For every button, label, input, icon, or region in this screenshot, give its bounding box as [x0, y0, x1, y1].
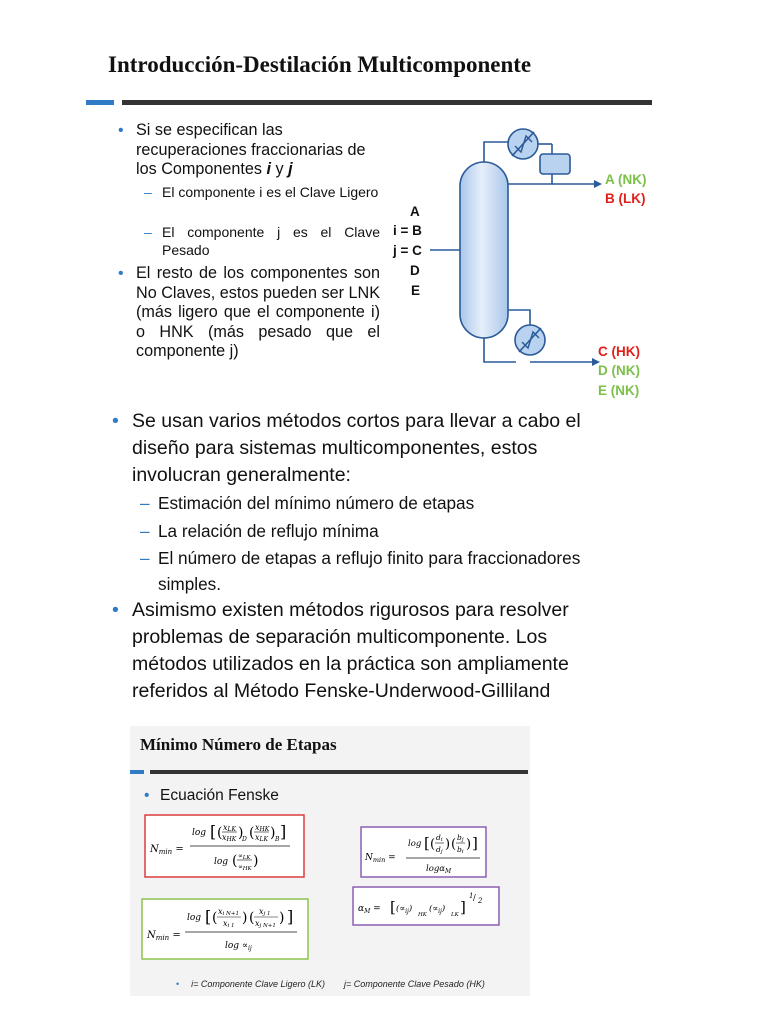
mean-relative-volatility-equation	[352, 886, 500, 926]
reflux-drum	[540, 154, 570, 174]
dash-icon: –	[140, 521, 150, 541]
vapor-line	[484, 142, 508, 162]
svg-text:(: (	[430, 837, 436, 852]
svg-text:xj N+1: xj N+1	[255, 919, 276, 929]
intro-sub-2: – El componente j es el Clave Pesado	[144, 224, 380, 258]
svg-text:[: [	[424, 834, 430, 852]
svg-text:]: ]	[280, 822, 287, 841]
svg-text:[: [	[390, 898, 396, 916]
column-vessel	[460, 162, 508, 338]
svg-text:(: (	[451, 837, 457, 852]
feed-label-c: j = C	[393, 243, 422, 258]
svg-text:bi: bi	[457, 845, 464, 855]
svg-text:Nmin =: $N_{min}$ =	[150, 844, 184, 856]
fenske-equation-recovery	[360, 826, 487, 878]
svg-text:log: log	[214, 857, 229, 867]
bullet-icon: •	[176, 979, 180, 989]
reflux-line	[508, 174, 552, 184]
feed-label-e: E	[411, 283, 421, 298]
dash-icon: –	[140, 493, 150, 513]
svg-text:HK: HK	[418, 912, 427, 918]
bottom-product-d: D (NK)	[598, 363, 640, 378]
svg-text:]: ]	[472, 834, 478, 852]
svg-text:bj: bj	[457, 833, 464, 843]
footnote-light-key: • i= Componente Clave Ligero (LK)	[176, 979, 325, 989]
svg-text:log: log	[192, 828, 207, 838]
bottoms-line	[484, 338, 516, 362]
svg-text:(: (	[212, 910, 218, 926]
svg-text:di: di	[436, 833, 443, 843]
footnote-heavy-key: j= Componente Clave Pesado (HK)	[344, 979, 485, 989]
svg-text:(: (	[249, 825, 255, 841]
svg-text:log: log	[187, 913, 202, 923]
svg-text:xLK: xLK	[223, 823, 236, 833]
svg-text:(: (	[232, 853, 238, 869]
bullet-icon: •	[112, 599, 119, 621]
methods-sub-2: – La relación de reflujo mínima	[158, 518, 628, 544]
svg-text:xLK: xLK	[255, 833, 268, 843]
svg-text:∝HK: ∝HK	[238, 863, 252, 872]
svg-text:[: [	[205, 907, 212, 926]
methods-bullet-2: • Asimismo existen métodos rigurosos para resolver problemas de separación multicomponente. Los métodos utilizados en la práctica son ampliamente referidos al Método Fenske-Underwood-Gilliland	[112, 599, 569, 702]
title-rule	[122, 100, 652, 105]
svg-text:∝LK: ∝LK	[238, 852, 251, 861]
bullet-icon: •	[118, 265, 124, 282]
svg-text:[: [	[210, 822, 217, 841]
svg-text:log ∝ij: $\log \propto_{ij}$	[225, 941, 252, 952]
intro-sub-1: – El componente i es el Clave Ligero	[144, 184, 379, 200]
svg-text:Nmin =: $N_{min}$ =	[365, 853, 396, 864]
top-product-a: A (NK)	[605, 172, 647, 187]
svg-text:1: 1	[469, 892, 474, 900]
dash-icon: –	[140, 548, 150, 568]
svg-text:B: B	[275, 836, 280, 843]
feed-label-d: D	[410, 263, 420, 278]
intro-bullet-1: • Si se especifican las recuperaciones fraccionarias de los Componentes i y j	[118, 121, 366, 178]
reboil-line	[508, 310, 530, 325]
top-product-b: B (LK)	[605, 191, 646, 206]
bullet-icon: •	[112, 410, 119, 432]
svg-text:xHK: xHK	[255, 823, 270, 833]
bottom-product-e: E (NK)	[598, 383, 640, 398]
svg-text:): )	[242, 910, 248, 926]
svg-text:): )	[445, 837, 451, 852]
svg-text:xi 1: xi 1	[223, 919, 235, 929]
svg-text:): )	[279, 910, 285, 926]
svg-text:): )	[253, 853, 259, 869]
svg-text:): )	[466, 837, 472, 852]
svg-text:]: ]	[287, 907, 294, 926]
svg-text:(: (	[217, 825, 223, 841]
svg-text:): )	[238, 825, 244, 841]
title-rule-accent	[86, 100, 114, 105]
min-stages-title: Mínimo Número de Etapas	[140, 735, 337, 754]
svg-text:]: ]	[460, 898, 466, 916]
svg-text:αM =: $\alpha_M$ =	[358, 904, 381, 915]
svg-text:xHK: xHK	[222, 833, 237, 843]
bullet-icon: •	[144, 787, 150, 804]
feed-label-a: A	[410, 204, 420, 219]
svg-text:2: 2	[478, 897, 483, 905]
svg-text:): )	[270, 825, 276, 841]
panel-rule	[150, 770, 528, 774]
bottom-product-c: C (HK)	[598, 344, 640, 359]
dash-icon: –	[144, 184, 152, 200]
svg-text:logαM: logα$_M$	[426, 864, 452, 875]
svg-text:LK: LK	[451, 912, 459, 918]
feed-label-b: i = B	[393, 223, 422, 238]
fenske-equation-component-fraction	[141, 898, 309, 960]
intro-bullet-2: • El resto de los componentes son No Claves, estos pueden ser LNK (más ligero que el componente i) o HNK (más pesado que el componente j)	[118, 264, 380, 360]
methods-bullet-1: • Se usan varios métodos cortos para llevar a cabo el diseño para sistemas multicomponentes, estos involucran generalmente:	[112, 410, 581, 486]
svg-text:xj 1: xj 1	[259, 907, 271, 917]
bullet-icon: •	[118, 122, 124, 139]
page-title: Introducción-Destilación Multicomponente	[108, 52, 532, 77]
dash-icon: –	[144, 224, 152, 240]
fenske-label: • Ecuación Fenske	[144, 787, 279, 804]
fenske-equation-mole-fraction	[144, 814, 305, 878]
svg-text:D: D	[242, 836, 247, 843]
svg-text:dj: dj	[436, 845, 443, 855]
svg-text:(: (	[249, 910, 255, 926]
svg-text:/: /	[473, 893, 476, 902]
svg-text:log: log	[408, 839, 422, 849]
svg-text:xi N+1: xi N+1	[218, 907, 239, 917]
methods-sub-3: – El número de etapas a reflujo finito para fraccionadores simples.	[158, 545, 628, 597]
svg-text:(∝ij): $(\propto_{ij})$	[396, 904, 413, 915]
methods-sub-1: – Estimación del mínimo número de etapas	[158, 490, 628, 516]
svg-text:Nmin =: $N_{min}$ =	[147, 930, 181, 942]
svg-text:(∝ij): $(\propto_{ij})$	[429, 904, 446, 915]
panel-rule-accent	[130, 770, 144, 774]
